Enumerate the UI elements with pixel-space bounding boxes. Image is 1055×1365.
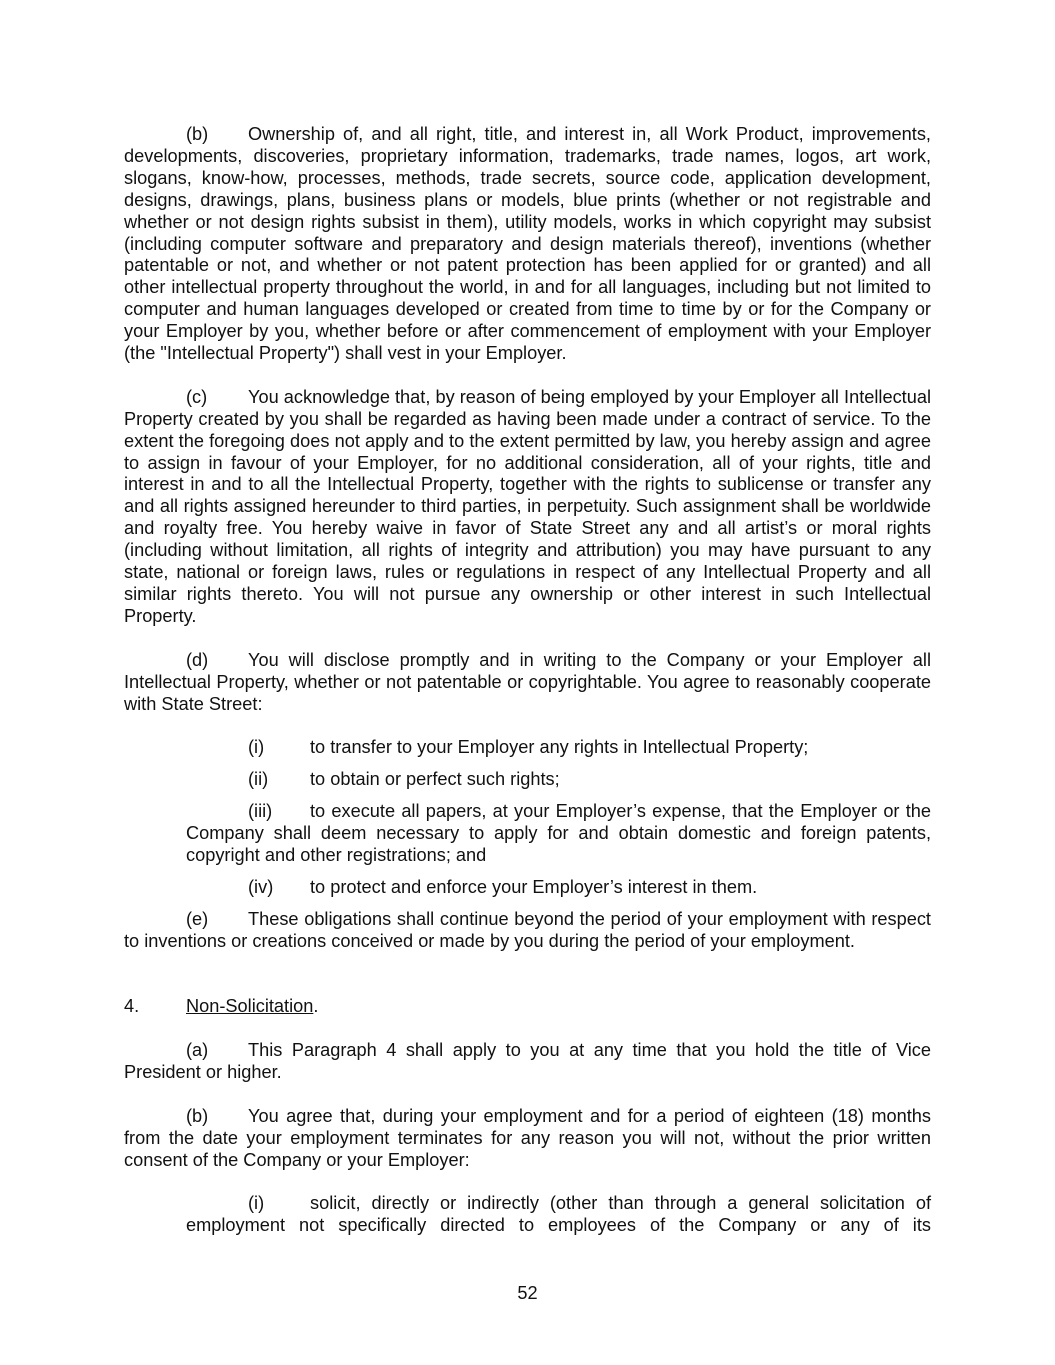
section-heading-non-solicitation [124,974,931,1018]
list-item-label: (i) [248,1193,265,1214]
paragraph-label: (b) [186,124,209,144]
section-title-suffix: . [313,996,319,1017]
list-item-text: to transfer to your Employer any rights in Intellectual Property; [310,737,809,758]
paragraph-d-disclosure [124,650,931,716]
section-number: 4. [124,996,140,1017]
list-item-label: (i) [248,737,265,758]
list-item-text: to obtain or perfect such rights; [310,769,560,790]
paragraph-text: Ownership of, and all right, title, and interest in, all Work Product, improvements, developments, discoveries, proprietary information, trademarks, trade names, logos, art work, slogans, know-how, processes, methods, trade secrets, source code, application development, designs, drawings, plans, business plans or models, blue prints (whether or not registrable and whether or not design rights subsist in them), utility models, works in which copyright may subsist (including computer software and preparatory and design materials thereof), inventions (whether patentable or not, and whether or not patent protection has been applied for or granted) and all other intellectual property throughout the world, in and for all languages, including but not limited to computer and human languages developed or created from time to time by or for the Company or your Employer by you, whether before or after commencement of employment with your Employer (the "Intellectual Property") shall vest in your Employer. [124,124,931,364]
list-item-d-iv [248,877,931,899]
list-item-text: to execute all papers, at your Employer’s expense, that the Employer or the Company shall deem necessary to apply for and obtain domestic and foreign patents, copyright and other registrations; and [186,801,931,865]
list-item-d-i [248,737,931,759]
paragraph-label: (c) [186,386,208,407]
document-page [124,124,931,1237]
paragraph-text: These obligations shall continue beyond the period of your employment with respect to inventions or creations conceived or made by you during the period of your employment. [124,908,931,951]
list-item-label: (iii) [248,801,273,822]
paragraph-b-ownership [124,124,931,365]
list-item-text: to protect and enforce your Employer’s interest in them. [310,876,758,897]
list-item-d-ii [248,769,931,791]
paragraph-c-acknowledgement [124,387,931,628]
paragraph-label: (d) [186,649,209,670]
paragraph-label: (a) [186,1040,209,1061]
section-title: Non-Solicitation [186,996,314,1017]
paragraph-text: You acknowledge that, by reason of being employed by your Employer all Intellectual Property created by you shall be regarded as having been made under a contract of service. To the extent the foregoing does not apply and to the extent permitted by law, you hereby assign and agree to assign in favour of your Employer, for no additional consideration, all of your rights, title and interest in and to all the Intellectual Property, together with the rights to sublicense or transfer any and all rights assigned hereunder to third parties, in perpetuity. Such assignment shall be worldwide and royalty free. You hereby waive in favor of State Street any and all artist’s or moral rights (including without limitation, all rights of integrity and attribution) you may have pursuant to any state, national or foreign laws, rules or regulations in respect of any Intellectual Property and all similar rights thereto. You will not pursue any ownership or other interest in such Intellectual Property. [124,386,931,626]
page-number: 52 [517,1283,538,1303]
paragraph-4b [124,1106,931,1172]
paragraph-e-continuation [124,909,931,953]
paragraph-label: (e) [186,908,209,929]
list-item-4b-i [186,1193,931,1237]
list-item-label: (iv) [248,876,274,897]
paragraph-text: You will disclose promptly and in writing to the Company or your Employer all Intellectual Property, whether or not patentable or copyrightable. You agree to reasonably cooperate with State Street: [124,649,931,714]
list-item-d-iii [186,801,931,867]
list-item-label: (ii) [248,769,269,790]
paragraph-text: You agree that, during your employment and for a period of eighteen (18) months from the date your employment terminates for any reason you will not, without the prior written consent of the Company or your Employer: [124,1105,931,1170]
paragraph-4a [124,1040,931,1084]
list-item-text: solicit, directly or indirectly (other than through a general solicitation of employment not specifically directed to employees of the Company or any of its [186,1193,931,1236]
paragraph-label: (b) [186,1105,209,1126]
paragraph-text: This Paragraph 4 shall apply to you at any time that you hold the title of Vice President or higher. [124,1040,931,1083]
